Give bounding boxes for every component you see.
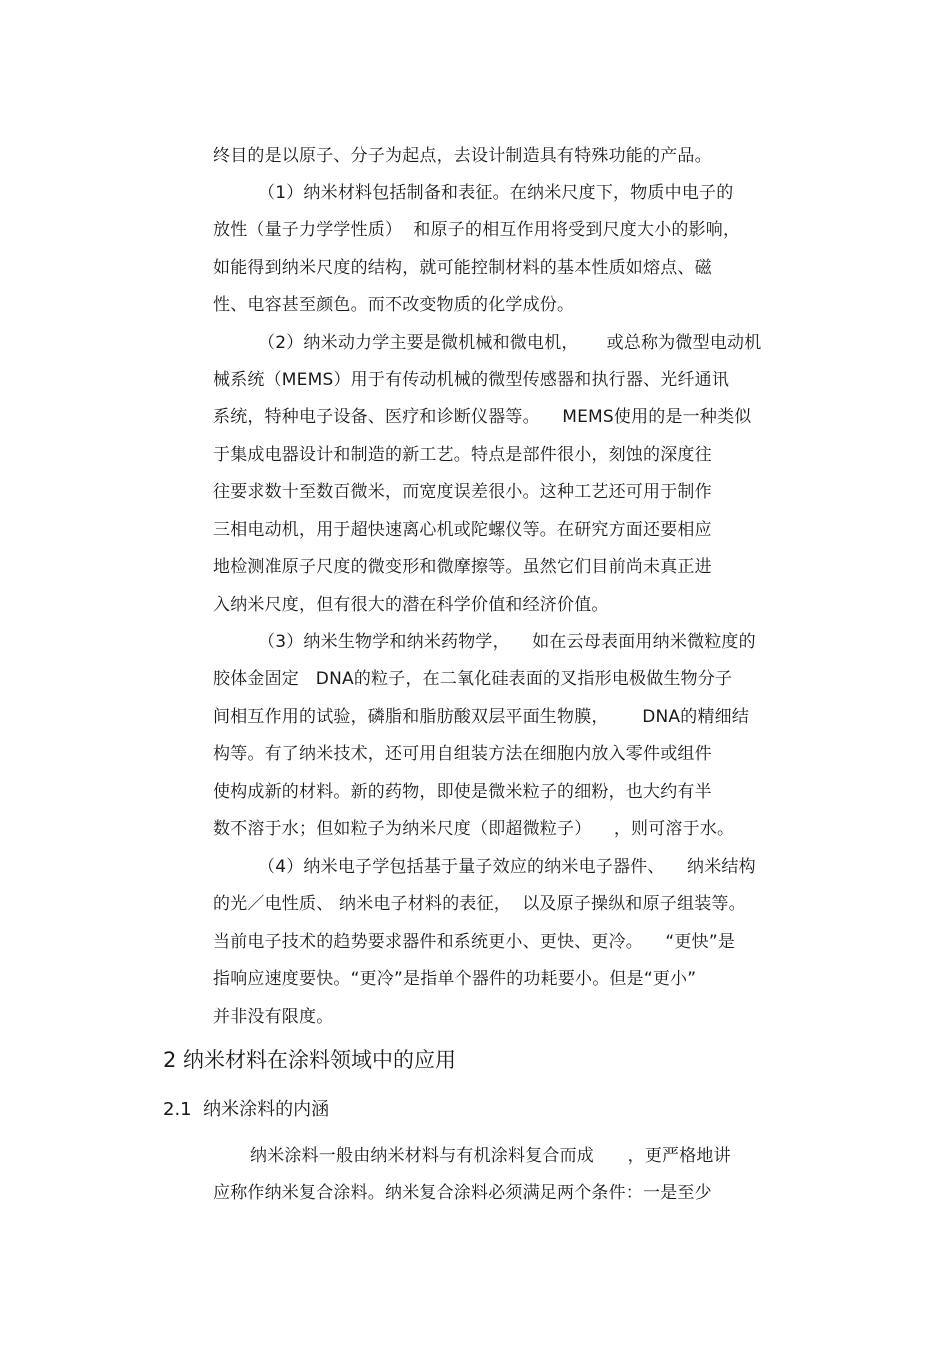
paragraph-2-first-line: （2）纳米动力学主要是微机械和微电机， 或总称为微型电动机 bbox=[258, 333, 762, 353]
text-line: 胶体金固定 DNA的粒子，在二氧化硅表面的叉指形电极做生物分子 bbox=[213, 669, 733, 689]
text-line: 应称作纳米复合涂料。纳米复合涂料必须满足两个条件：一是至少 bbox=[213, 1183, 712, 1203]
text-line: 当前电子技术的趋势要求器件和系统更小、更快、更冷。 “更快”是 bbox=[213, 932, 736, 952]
section-paragraph-first-line: 纳米涂料一般由纳米材料与有机涂料复合而成 ，更严格地讲 bbox=[250, 1146, 731, 1166]
paragraph-1-first-line: （1）纳米材料包括制备和表征。在纳米尺度下，物质中电子的 bbox=[258, 183, 734, 203]
text-line: 放性（量子力学学性质） 和原子的相互作用将受到尺度大小的影响， bbox=[213, 220, 741, 240]
paragraph-4-first-line: （4）纳米电子学包括基于量子效应的纳米电子器件、 纳米结构 bbox=[258, 857, 756, 877]
text-line: 使构成新的材料。新的药物，即使是微米粒子的细粉，也大约有半 bbox=[213, 782, 712, 802]
text-line: 系统，特种电子设备、医疗和诊断仪器等。 MEMS使用的是一种类似 bbox=[213, 407, 752, 427]
text-line: 终目的是以原子、分子为起点，去设计制造具有特殊功能的产品。 bbox=[213, 146, 712, 166]
text-line: 地检测准原子尺度的微变形和微摩擦等。虽然它们目前尚未真正进 bbox=[213, 557, 712, 577]
text-line: 如能得到纳米尺度的结构，就可能控制材料的基本性质如熔点、磁 bbox=[213, 258, 712, 278]
text-line: 间相互作用的试验，磷脂和脂肪酸双层平面生物膜， DNA的精细结 bbox=[213, 707, 750, 727]
text-line: 构等。有了纳米技术，还可用自组装方法在细胞内放入零件或组件 bbox=[213, 744, 712, 764]
paragraph-3-first-line: （3）纳米生物学和纳米药物学， 如在云母表面用纳米微粒度的 bbox=[258, 632, 756, 652]
text-line: 械系统（MEMS）用于有传动机械的微型传感器和执行器、光纤通讯 bbox=[213, 370, 730, 390]
text-line: 的光／电性质、 纳米电子材料的表征， 以及原子操纵和原子组装等。 bbox=[213, 894, 746, 914]
subsection-heading: 2.1 纳米涂料的内涵 bbox=[163, 1099, 330, 1120]
text-line: 并非没有限度。 bbox=[213, 1007, 334, 1027]
text-line: 于集成电器设计和制造的新工艺。特点是部件很小，刻蚀的深度往 bbox=[213, 445, 712, 465]
text-line: 数不溶于水；但如粒子为纳米尺度（即超微粒子） ，则可溶于水。 bbox=[213, 819, 735, 839]
text-line: 三相电动机，用于超快速离心机或陀螺仪等。在研究方面还要相应 bbox=[213, 520, 712, 540]
section-heading: 2 纳米材料在涂料领域中的应用 bbox=[163, 1048, 457, 1072]
text-line: 往要求数十至数百微米，而宽度误差很小。这种工艺还可用于制作 bbox=[213, 482, 712, 502]
text-line: 入纳米尺度，但有很大的潜在科学价值和经济价值。 bbox=[213, 595, 609, 615]
text-line: 指响应速度要快。“更冷”是指单个器件的功耗要小。但是“更小” bbox=[213, 969, 697, 989]
text-line: 性、电容甚至颜色。而不改变物质的化学成份。 bbox=[213, 295, 575, 315]
